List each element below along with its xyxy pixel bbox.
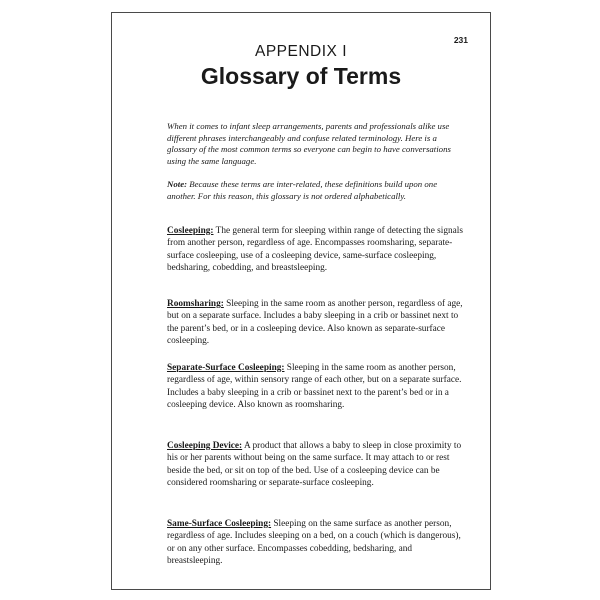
glossary-term: Cosleeping Device: (167, 441, 243, 451)
glossary-term: Roomsharing: (167, 299, 224, 309)
glossary-term: Same-Surface Cosleeping: (167, 519, 272, 529)
page-number: 231 (453, 35, 468, 45)
glossary-entry-same-surface-cosleeping (167, 518, 463, 568)
glossary-term: Separate-Surface Cosleeping: (167, 363, 285, 373)
intro-paragraph: When it comes to infant sleep arrangements, parents and professionals alike use different phrases interchangeably and confuse related terminology. Here is a glossary of the most common terms so everyone can begin to have conversations using the same language. (167, 121, 451, 166)
glossary-definition: A product that allows a baby to sleep in close proximity to his or her parents without being on the same surface. It may attach to or rest beside the bed, or sit on top of the bed. Use of a cosleeping device can be considered roomsharing or separate-surface cosleeping. (167, 441, 462, 489)
glossary-definition: Sleeping on the same surface as another person, regardless of age. Includes sleeping on a bed, on a couch (which is dangerous), or on any other surface. Encompasses cobedding, bedsharing, and breastsleeping. (167, 519, 461, 567)
page-title: Glossary of Terms (200, 63, 402, 89)
glossary-definition: Sleeping in the same room as another person, regardless of age, but on a separate surface. Includes a baby sleeping in a crib or bassinet next to the parent’s bed, or in a cosleeping device. Also known as separate-surface cosleeping. (167, 299, 463, 347)
appendix-label: APPENDIX I (255, 43, 347, 60)
glossary-term: Cosleeping: (167, 226, 214, 236)
glossary-entry-cosleeping (167, 225, 463, 275)
glossary-entry-roomsharing (167, 298, 463, 348)
glossary-entry-separate-surface-cosleeping (167, 362, 463, 412)
note-paragraph (167, 179, 463, 202)
book-page (111, 12, 491, 590)
note-text: Because these terms are inter-related, these definitions build upon one another. For this reason, this glossary is not ordered alphabetically. (167, 179, 438, 201)
glossary-entry-cosleeping-device (167, 440, 463, 490)
note-label: Note: (167, 179, 188, 189)
glossary-definition: Sleeping in the same room as another person, regardless of age, within sensory range of each other, but on a separate surface. Includes a baby sleeping in a crib or bassinet next to the parent’s bed or in a cosleeping device. Also known as roomsharing. (167, 363, 462, 411)
glossary-definition: The general term for sleeping within range of detecting the signals from another person, regardless of age. Encompasses roomsharing, separate-surface cosleeping, use of a cosleeping device, same-surface cosleeping, bedsharing, cobedding, and breastsleeping. (167, 226, 463, 274)
